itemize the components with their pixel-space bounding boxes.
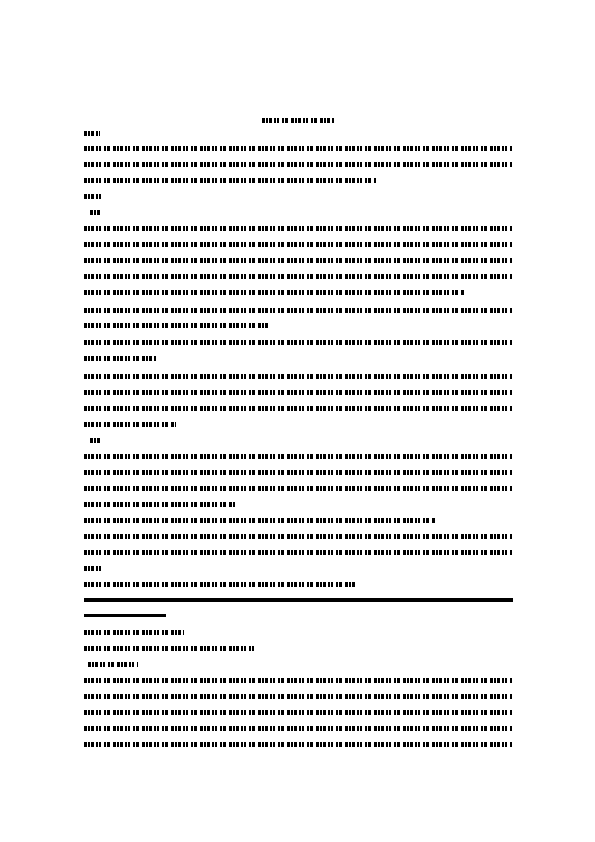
text-line	[84, 470, 513, 475]
document-heading	[262, 118, 334, 123]
text-line	[84, 550, 513, 555]
text-line	[84, 726, 513, 731]
text-line	[84, 308, 513, 313]
text-line	[84, 226, 513, 231]
text-line	[84, 242, 513, 247]
text-line	[84, 486, 513, 491]
text-line	[84, 390, 513, 395]
section-short-rule	[84, 614, 166, 617]
text-line	[84, 178, 376, 183]
text-line	[84, 290, 464, 295]
text-line	[84, 274, 513, 279]
text-line	[84, 422, 176, 427]
section-divider	[84, 598, 513, 602]
text-line	[84, 406, 513, 411]
text-line	[84, 323, 270, 328]
text-line	[84, 566, 102, 571]
text-line	[90, 438, 102, 443]
text-line	[84, 518, 436, 523]
text-line	[88, 662, 138, 667]
text-line	[84, 131, 100, 136]
text-line	[84, 194, 102, 199]
text-line	[84, 454, 513, 459]
text-line	[84, 146, 513, 151]
text-line	[84, 374, 513, 379]
text-line	[84, 340, 513, 345]
text-line	[84, 534, 513, 539]
text-line	[84, 694, 513, 699]
text-line	[84, 710, 513, 715]
text-line	[84, 630, 184, 635]
text-line	[84, 162, 513, 167]
text-line	[84, 356, 156, 361]
text-line	[90, 210, 102, 215]
text-line	[84, 502, 236, 507]
text-line	[84, 678, 513, 683]
text-line	[84, 582, 356, 587]
text-line	[84, 258, 513, 263]
text-line	[84, 742, 513, 747]
text-line	[84, 646, 254, 651]
